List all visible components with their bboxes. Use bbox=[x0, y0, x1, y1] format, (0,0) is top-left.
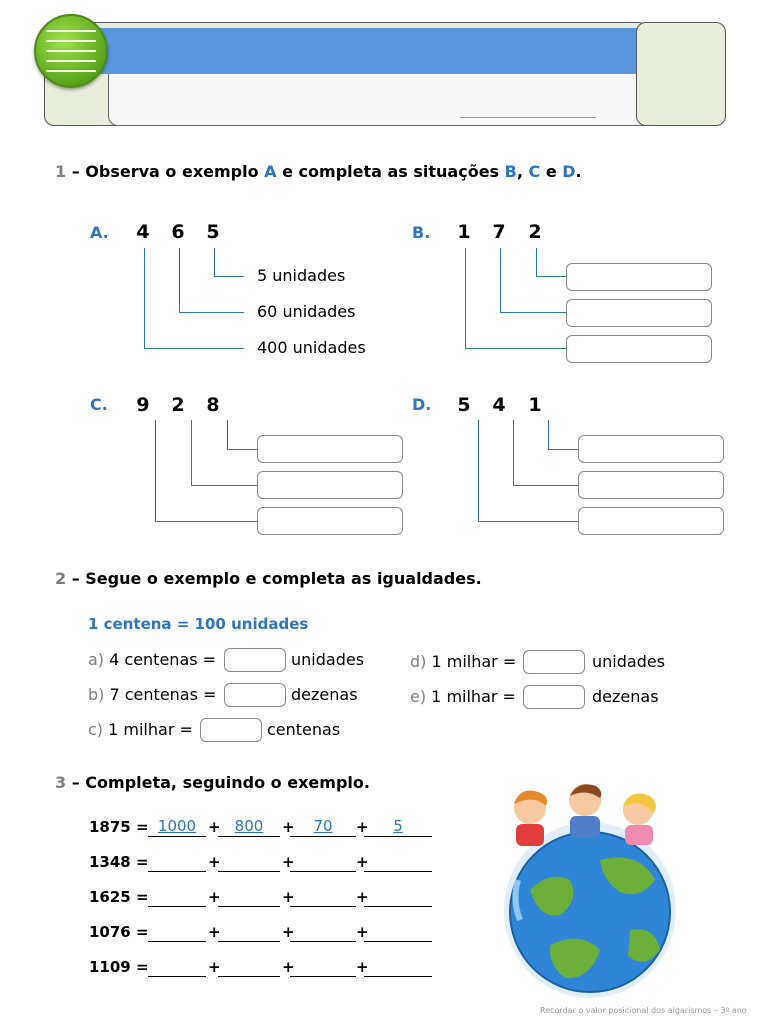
item-d-text: d) 1 milhar = bbox=[410, 652, 517, 671]
item-c-unit: centenas bbox=[267, 720, 341, 739]
connector-line bbox=[548, 420, 549, 449]
connector-line bbox=[144, 248, 145, 348]
plus-sign: + bbox=[282, 818, 295, 836]
answer-blank[interactable] bbox=[218, 906, 280, 907]
connector-line bbox=[465, 248, 466, 348]
digit-hundreds: 9 bbox=[136, 394, 150, 416]
answer-box[interactable] bbox=[257, 507, 403, 535]
question-3-heading: 3 – Completa, seguindo o exemplo. bbox=[55, 773, 370, 792]
item-e-input[interactable] bbox=[523, 685, 585, 709]
answer-box[interactable] bbox=[578, 435, 724, 463]
answer-blank[interactable] bbox=[148, 976, 206, 977]
answer-blank[interactable] bbox=[148, 941, 206, 942]
diagram-label: D. bbox=[412, 395, 432, 414]
connector-line bbox=[227, 420, 228, 449]
plus-sign: + bbox=[208, 923, 221, 941]
plus-sign: + bbox=[356, 923, 369, 941]
plus-sign: + bbox=[208, 853, 221, 871]
answer-blank[interactable] bbox=[364, 941, 432, 942]
digit-units: 8 bbox=[206, 394, 220, 416]
digit-units: 2 bbox=[528, 221, 542, 243]
example-part-value: 5 bbox=[393, 817, 403, 835]
answer-blank[interactable] bbox=[290, 906, 356, 907]
item-c-input[interactable] bbox=[200, 718, 262, 742]
kids-on-globe-illustration bbox=[490, 780, 690, 1006]
item-a-text: a) 4 centenas = bbox=[88, 650, 217, 669]
answer-blank[interactable] bbox=[364, 976, 432, 977]
answer-box[interactable] bbox=[257, 435, 403, 463]
answer-box[interactable] bbox=[578, 507, 724, 535]
diagram-label: B. bbox=[412, 223, 431, 242]
plus-sign: + bbox=[356, 958, 369, 976]
connector-line bbox=[191, 420, 192, 485]
connector-line bbox=[465, 348, 566, 349]
question-2-example: 1 centena = 100 unidades bbox=[88, 615, 309, 633]
connector-line bbox=[144, 348, 244, 349]
connector-line bbox=[155, 420, 156, 521]
answer-blank[interactable] bbox=[290, 871, 356, 872]
answer-blank[interactable] bbox=[364, 836, 432, 837]
item-d-input[interactable] bbox=[523, 650, 585, 674]
plus-sign: + bbox=[356, 818, 369, 836]
header-right-panel bbox=[636, 22, 726, 126]
answer-box[interactable] bbox=[566, 263, 712, 291]
plus-sign: + bbox=[356, 888, 369, 906]
answer-blank[interactable] bbox=[364, 906, 432, 907]
item-d-unit: unidades bbox=[592, 652, 666, 671]
question-2-heading: 2 – Segue o exemplo e completa as igualdades. bbox=[55, 569, 482, 588]
answer-blank[interactable] bbox=[148, 836, 206, 837]
example-answer: 5 unidades bbox=[257, 266, 346, 285]
digit-tens: 4 bbox=[492, 394, 506, 416]
answer-blank[interactable] bbox=[218, 976, 280, 977]
example-answer: 60 unidades bbox=[257, 302, 356, 321]
digit-hundreds: 1 bbox=[457, 221, 471, 243]
row-number-label: 1875 = bbox=[89, 818, 149, 836]
connector-line bbox=[500, 248, 501, 312]
row-number-label: 1076 = bbox=[89, 923, 149, 941]
row-number-label: 1625 = bbox=[89, 888, 149, 906]
row-number-label: 1348 = bbox=[89, 853, 149, 871]
item-e-text: e) 1 milhar = bbox=[410, 687, 516, 706]
answer-blank[interactable] bbox=[290, 941, 356, 942]
connector-line bbox=[513, 420, 514, 485]
connector-line bbox=[191, 485, 257, 486]
plus-sign: + bbox=[282, 923, 295, 941]
connector-line bbox=[179, 248, 180, 312]
connector-line bbox=[214, 276, 244, 277]
row-number-label: 1109 = bbox=[89, 958, 149, 976]
connector-line bbox=[536, 248, 537, 276]
answer-blank[interactable] bbox=[218, 871, 280, 872]
plus-sign: + bbox=[356, 853, 369, 871]
example-part-value: 1000 bbox=[157, 817, 197, 835]
digit-hundreds: 4 bbox=[136, 221, 150, 243]
item-b-input[interactable] bbox=[224, 683, 286, 707]
plus-sign: + bbox=[208, 958, 221, 976]
diagram-label: C. bbox=[90, 395, 108, 414]
question-1-heading: 1 – Observa o exemplo A e completa as situações B, C e D. bbox=[55, 162, 582, 181]
answer-blank[interactable] bbox=[148, 906, 206, 907]
answer-box[interactable] bbox=[257, 471, 403, 499]
example-part-value: 70 bbox=[313, 817, 333, 835]
answer-blank[interactable] bbox=[148, 871, 206, 872]
answer-blank[interactable] bbox=[290, 836, 356, 837]
connector-line bbox=[500, 312, 566, 313]
diagram-label: A. bbox=[90, 223, 109, 242]
answer-blank[interactable] bbox=[290, 976, 356, 977]
item-b-text: b) 7 centenas = bbox=[88, 685, 217, 704]
item-b-unit: dezenas bbox=[291, 685, 358, 704]
connector-line bbox=[478, 420, 479, 521]
header-blue-bar bbox=[92, 28, 640, 74]
example-answer: 400 unidades bbox=[257, 338, 366, 357]
digit-tens: 2 bbox=[171, 394, 185, 416]
connector-line bbox=[548, 449, 578, 450]
header-name-line bbox=[460, 117, 596, 118]
digit-tens: 6 bbox=[171, 221, 185, 243]
item-a-unit: unidades bbox=[291, 650, 365, 669]
digit-units: 1 bbox=[528, 394, 542, 416]
plus-sign: + bbox=[208, 818, 221, 836]
plus-sign: + bbox=[282, 853, 295, 871]
connector-line bbox=[214, 248, 215, 276]
connector-line bbox=[536, 276, 566, 277]
answer-box[interactable] bbox=[566, 335, 712, 363]
digit-hundreds: 5 bbox=[457, 394, 471, 416]
plus-sign: + bbox=[208, 888, 221, 906]
answer-box[interactable] bbox=[578, 471, 724, 499]
plus-sign: + bbox=[282, 958, 295, 976]
connector-line bbox=[513, 485, 578, 486]
answer-blank[interactable] bbox=[218, 941, 280, 942]
connector-line bbox=[179, 312, 244, 313]
answer-blank[interactable] bbox=[218, 836, 280, 837]
digit-tens: 7 bbox=[492, 221, 506, 243]
connector-line bbox=[155, 521, 257, 522]
plus-sign: + bbox=[282, 888, 295, 906]
item-c-text: c) 1 milhar = bbox=[88, 720, 193, 739]
digit-units: 5 bbox=[206, 221, 220, 243]
answer-box[interactable] bbox=[566, 299, 712, 327]
answer-blank[interactable] bbox=[364, 871, 432, 872]
item-a-input[interactable] bbox=[224, 648, 286, 672]
notebook-badge-icon bbox=[34, 14, 108, 88]
connector-line bbox=[227, 449, 257, 450]
connector-line bbox=[478, 521, 578, 522]
footer-text: Recordar o valor posicional dos algarismos – 3º ano bbox=[540, 1006, 747, 1015]
item-e-unit: dezenas bbox=[592, 687, 659, 706]
example-part-value: 800 bbox=[234, 817, 264, 835]
